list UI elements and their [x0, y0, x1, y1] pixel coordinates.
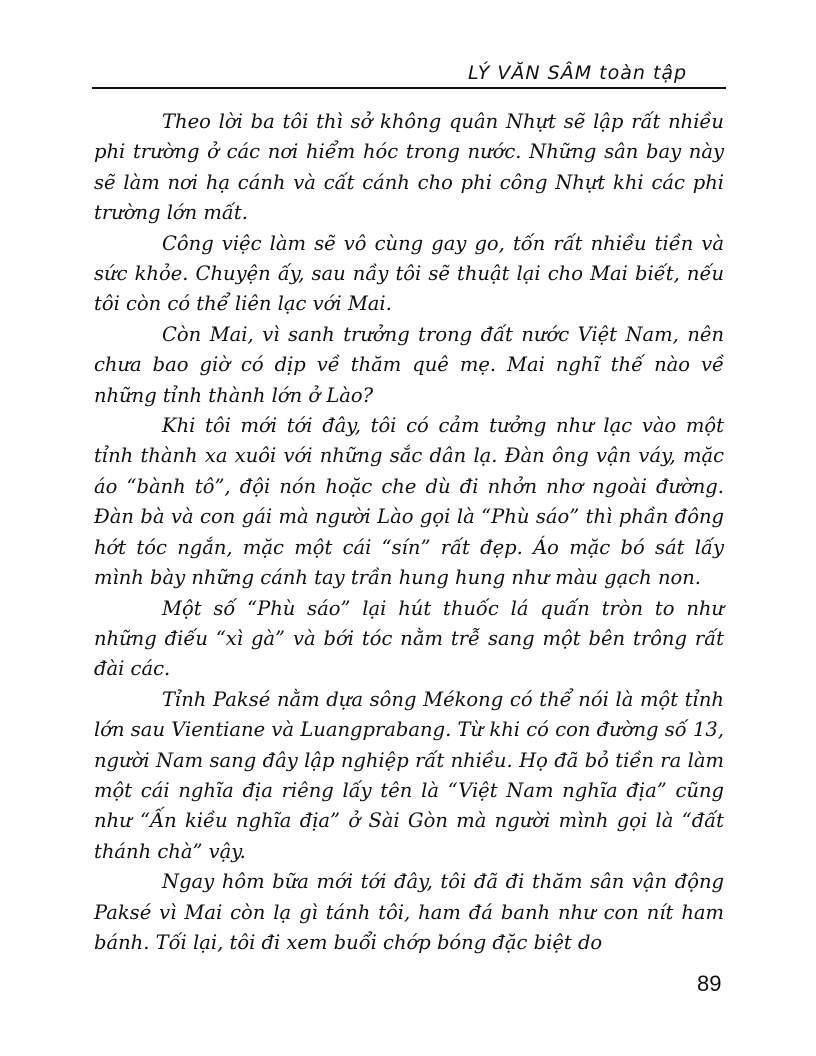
paragraph: Còn Mai, vì sanh trưởng trong đất nước Việt Nam, nên chưa bao giờ có dịp về thăm quê mẹ. Mai nghĩ thế nào về những tỉnh thành lớn ở Lào?	[94, 322, 724, 407]
paragraph: Công việc làm sẽ vô cùng gay go, tốn rất nhiều tiền và sức khỏe. Chuyện ấy, sau nầy tôi sẽ thuật lại cho Mai biết, nếu tôi còn có thể liên lạc với Mai.	[94, 231, 724, 316]
running-header-title: LÝ VĂN SÂM toàn tập	[468, 62, 688, 84]
paragraph: Một số “Phù sáo” lại hút thuốc lá quấn tròn to như những điếu “xì gà” và bới tóc nằm trễ sang một bên trông rất đài các.	[94, 596, 724, 681]
paragraph: Khi tôi mới tới đây, tôi có cảm tưởng như lạc vào một tỉnh thành xa xuôi với những sắc dân lạ. Đàn ông vận váy, mặc áo “bành tô”, đội nón hoặc che dù đi nhởn nhơ ngoài đường. Đàn bà và con gái mà người Lào gọi là “Phù sáo” thì phần đông hớt tóc ngắn, mặc một cái “sín” rất đẹp. Áo mặc bó sát lấy mình bày những cánh tay trần hung hung như màu gạch non.	[94, 414, 724, 590]
page-body	[94, 107, 724, 958]
header-divider	[92, 87, 726, 89]
paragraph: Ngay hôm bữa mới tới đây, tôi đã đi thăm sân vận động Paksé vì Mai còn lạ gì tánh tôi, ham đá banh như con nít ham bánh. Tối lại, tôi đi xem buổi chớp bóng đặc biệt do	[94, 870, 724, 954]
page-number: 89	[697, 971, 722, 996]
paragraph: Tỉnh Paksé nằm dựa sông Mékong có thể nói là một tỉnh lớn sau Vientiane và Luangprabang. Từ khi có con đường số 13, người Nam sang đây lập nghiệp rất nhiều. Họ đã bỏ tiền ra làm một cái nghĩa địa riêng lấy tên là “Việt Nam nghĩa địa” cũng như “Ấn kiều nghĩa địa” ở Sài Gòn mà người mình gọi là “đất thánh chà” vậy.	[94, 687, 724, 863]
paragraph: Theo lời ba tôi thì sở không quân Nhựt sẽ lập rất nhiều phi trường ở các nơi hiểm hóc trong nước. Những sân bay này sẽ làm nơi hạ cánh và cất cánh cho phi công Nhựt khi các phi trường lớn mất.	[94, 110, 724, 225]
